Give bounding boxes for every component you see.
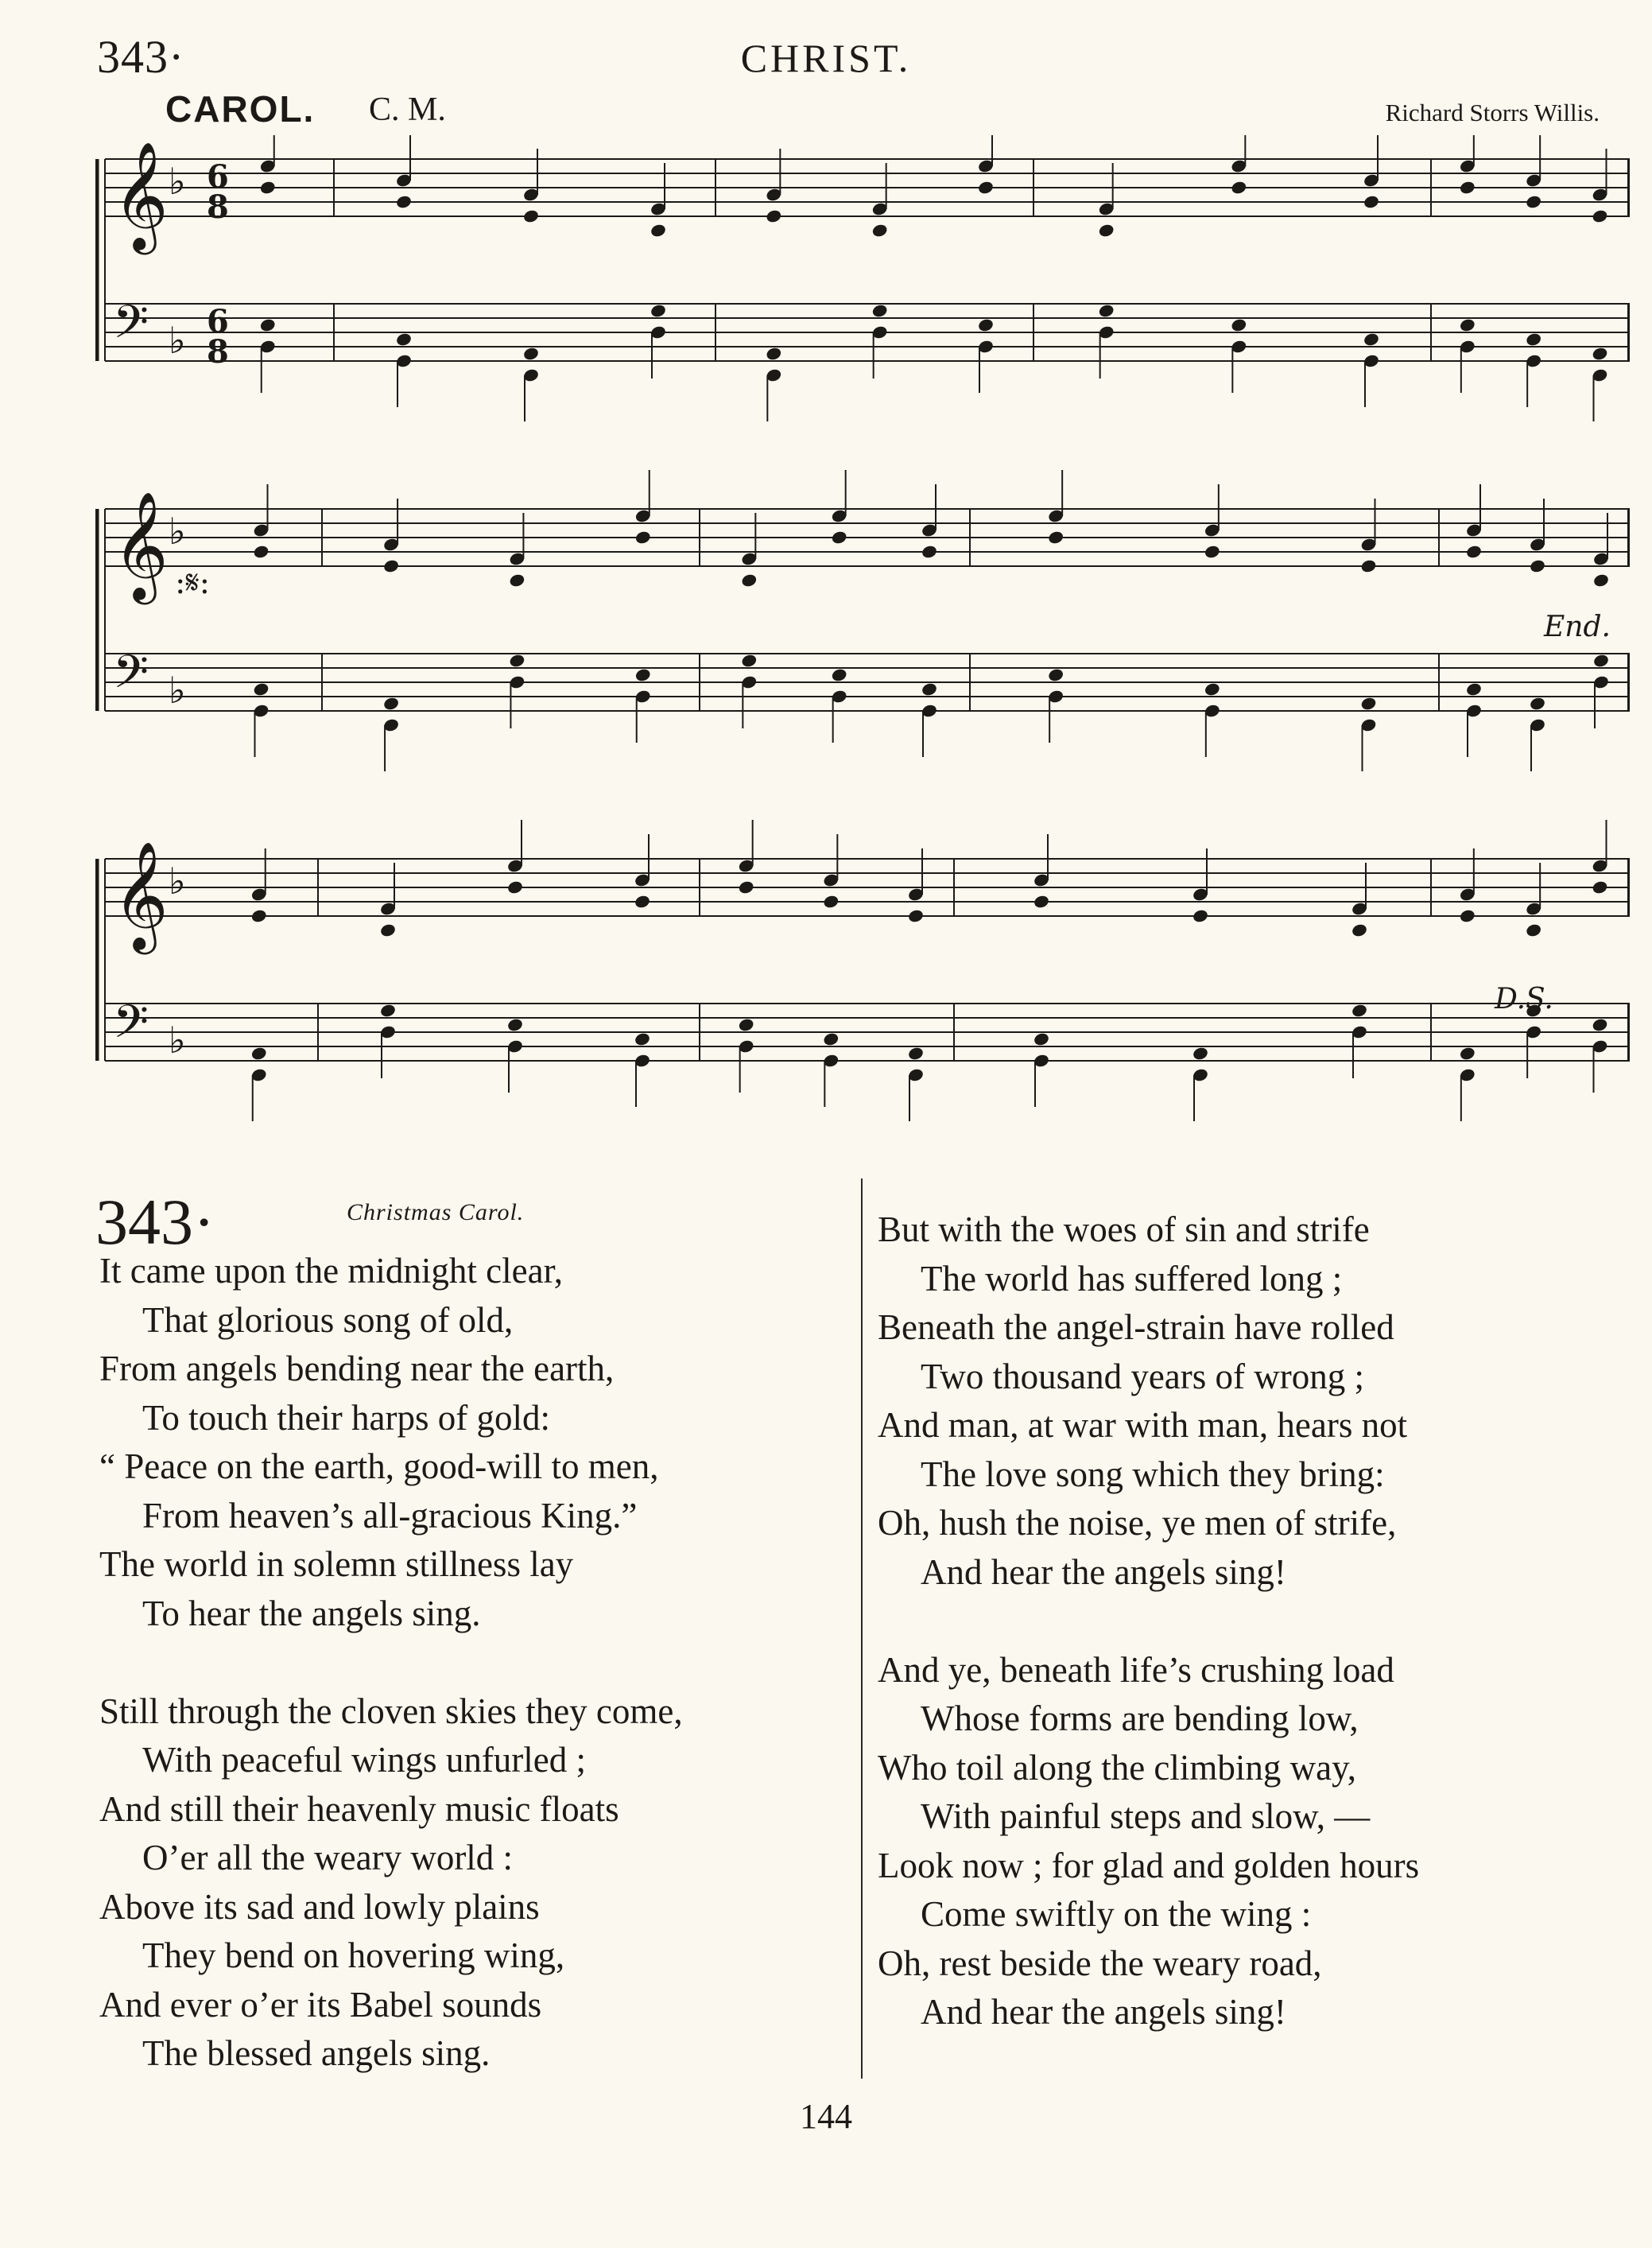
- lyric-line: O’er all the weary world :: [142, 1838, 514, 1877]
- ds-marking: D.S.: [1495, 983, 1553, 1015]
- lyrics-right-column: [878, 1206, 1617, 2037]
- note-head: [253, 681, 270, 697]
- note-head: [977, 317, 995, 332]
- note-head: [509, 653, 526, 668]
- note-head: [509, 573, 526, 588]
- note-head: [1592, 573, 1610, 588]
- stanza-gap: [878, 1597, 1617, 1646]
- flat-icon: ♭: [169, 319, 186, 362]
- note-head: [1529, 558, 1546, 573]
- note-head: [831, 530, 848, 545]
- treble-clef-icon: 𝄞: [113, 490, 169, 600]
- note-head: [740, 573, 758, 588]
- music-score: [95, 135, 1630, 1137]
- note-head: [1459, 908, 1476, 923]
- lyric-line: The world has suffered long ;: [921, 1258, 1343, 1299]
- note-head: [395, 332, 413, 347]
- note-head: [1465, 544, 1483, 559]
- lyric-line: Look now ; for glad and golden hours: [878, 1845, 1420, 1885]
- end-marking: End.: [1544, 611, 1611, 643]
- tune-composer: Richard Storrs Willis.: [1385, 99, 1600, 126]
- lyric-line: Oh, hush the noise, ye men of strife,: [878, 1503, 1397, 1543]
- stanza: [878, 1206, 1617, 1597]
- lyric-line: Still through the cloven skies they come,: [99, 1691, 683, 1731]
- time-signature: 6: [207, 303, 229, 340]
- note-head: [1351, 1003, 1368, 1018]
- note-head: [1592, 208, 1609, 223]
- note-head: [250, 908, 268, 923]
- note-head: [822, 1031, 840, 1046]
- note-head: [1047, 530, 1064, 545]
- note-head: [1592, 653, 1610, 668]
- hymn-subtitle: Christmas Carol.: [347, 1199, 525, 1225]
- stanza: [99, 1687, 863, 2079]
- note-head: [259, 180, 277, 195]
- note-head: [1351, 922, 1368, 938]
- lyric-line: To touch their harps of gold:: [142, 1397, 550, 1438]
- flat-icon: ♭: [169, 669, 186, 712]
- lyric-line: And hear the angels sing!: [921, 1992, 1286, 2032]
- lyric-line: And ever o’er its Babel sounds: [99, 1984, 542, 2025]
- note-head: [907, 1046, 925, 1061]
- stanza: [878, 1646, 1617, 2037]
- flat-icon: ♭: [169, 1019, 186, 1062]
- lyric-line: And hear the angels sing!: [921, 1551, 1286, 1592]
- note-head: [1230, 317, 1247, 332]
- note-head: [1525, 922, 1542, 938]
- note-head: [1529, 696, 1546, 711]
- lyric-line: The world in solemn stillness lay: [99, 1544, 574, 1584]
- note-head: [650, 303, 667, 318]
- lyric-line: “ Peace on the earth, good-will to men,: [99, 1446, 659, 1486]
- note-head: [1363, 194, 1380, 209]
- lyric-line: It came upon the midnight clear,: [99, 1251, 564, 1291]
- note-head: [1360, 696, 1378, 711]
- lyric-line: And ye, beneath life’s crushing load: [878, 1649, 1394, 1690]
- lyric-line: That glorious song of old,: [142, 1299, 514, 1340]
- note-head: [1204, 681, 1221, 697]
- note-head: [253, 544, 270, 559]
- flat-icon: ♭: [169, 160, 186, 203]
- note-head: [831, 667, 848, 682]
- note-head: [259, 317, 277, 332]
- lyric-line: The love song which they bring:: [921, 1454, 1385, 1494]
- note-head: [634, 667, 652, 682]
- lyric-line: To hear the angels sing.: [142, 1593, 481, 1633]
- note-head: [506, 1017, 524, 1032]
- lyric-line: They bend on hovering wing,: [142, 1935, 565, 1975]
- tune-meter: C. M.: [369, 91, 446, 128]
- note-head: [738, 879, 755, 895]
- note-head: [506, 879, 524, 895]
- note-head: [738, 1017, 755, 1032]
- note-head: [1525, 194, 1542, 209]
- note-head: [1592, 346, 1609, 361]
- note-head: [921, 544, 938, 559]
- note-head: [921, 681, 938, 697]
- note-head: [1360, 558, 1378, 573]
- page-header-title: CHRIST.: [740, 36, 912, 80]
- treble-clef-icon: 𝄞: [113, 140, 169, 250]
- lyric-line: The blessed angels sing.: [142, 2033, 491, 2073]
- bass-clef-icon: 𝄢: [113, 995, 149, 1060]
- note-head: [977, 180, 995, 195]
- flat-icon: ♭: [169, 510, 186, 553]
- lyrics-left-column: [99, 1247, 863, 2079]
- lyric-line: From heaven’s all-gracious King.”: [142, 1495, 638, 1536]
- note-head: [1192, 1046, 1209, 1061]
- lyric-line: Above its sad and lowly plains: [99, 1886, 540, 1927]
- segno-marking: :𝄋:: [175, 565, 211, 601]
- time-signature: 8: [207, 333, 229, 371]
- stanza-gap: [99, 1638, 863, 1687]
- tune-name: CAROL.: [165, 88, 316, 130]
- lyric-line: Whose forms are bending low,: [921, 1699, 1359, 1738]
- note-head: [1592, 1017, 1609, 1032]
- note-head: [1459, 317, 1476, 332]
- note-head: [1592, 879, 1609, 895]
- note-head: [1459, 180, 1476, 195]
- time-signature: 6: [207, 158, 229, 196]
- flat-icon: ♭: [169, 860, 186, 903]
- time-signature: 8: [207, 188, 229, 226]
- note-head: [765, 208, 782, 223]
- note-head: [871, 303, 889, 318]
- note-head: [871, 223, 889, 238]
- note-head: [382, 558, 400, 573]
- lyric-line: Who toil along the climbing way,: [878, 1747, 1356, 1788]
- note-head: [1525, 332, 1542, 347]
- lyric-line: And man, at war with man, hears not: [878, 1405, 1408, 1445]
- note-head: [765, 346, 782, 361]
- note-head: [634, 1031, 651, 1046]
- page-number: 144: [800, 2097, 852, 2136]
- note-head: [1465, 681, 1483, 697]
- lyric-line: With peaceful wings unfurled ;: [142, 1740, 587, 1780]
- note-head: [822, 894, 840, 909]
- note-head: [1033, 1031, 1050, 1046]
- lyric-line: Oh, rest beside the weary road,: [878, 1943, 1322, 1983]
- bass-clef-icon: 𝄢: [113, 645, 149, 710]
- lyric-line: Two thousand years of wrong ;: [921, 1356, 1364, 1396]
- note-head: [250, 1046, 268, 1061]
- note-head: [1459, 1046, 1476, 1061]
- note-head: [1363, 332, 1380, 347]
- note-head: [740, 653, 758, 668]
- lyric-line: From angels bending near the earth,: [99, 1349, 615, 1388]
- note-head: [634, 894, 651, 909]
- bass-clef-icon: 𝄢: [113, 295, 149, 360]
- note-head: [1230, 180, 1247, 195]
- note-head: [379, 922, 397, 938]
- note-head: [382, 696, 400, 711]
- note-head: [1047, 667, 1064, 682]
- note-head: [634, 530, 652, 545]
- note-head: [1033, 894, 1050, 909]
- stanza: [99, 1247, 863, 1638]
- note-head: [1098, 223, 1115, 238]
- note-head: [395, 194, 413, 209]
- lyric-line: Come swiftly on the wing :: [921, 1894, 1312, 1934]
- lyric-line: Beneath the angel-strain have rolled: [878, 1307, 1394, 1347]
- note-head: [1192, 908, 1209, 923]
- note-head: [650, 223, 667, 238]
- note-head: [1204, 544, 1221, 559]
- note-head: [522, 346, 540, 361]
- hymn-number: 343·: [95, 1186, 215, 1258]
- note-head: [379, 1003, 397, 1018]
- note-head: [522, 208, 540, 223]
- note-head: [1098, 303, 1115, 318]
- page-header-number: 343·: [97, 31, 185, 83]
- treble-clef-icon: 𝄞: [113, 840, 169, 949]
- lyric-line: But with the woes of sin and strife: [878, 1209, 1370, 1249]
- lyric-line: With painful steps and slow, —: [921, 1796, 1371, 1836]
- lyric-line: And still their heavenly music floats: [99, 1788, 619, 1829]
- note-head: [907, 908, 925, 923]
